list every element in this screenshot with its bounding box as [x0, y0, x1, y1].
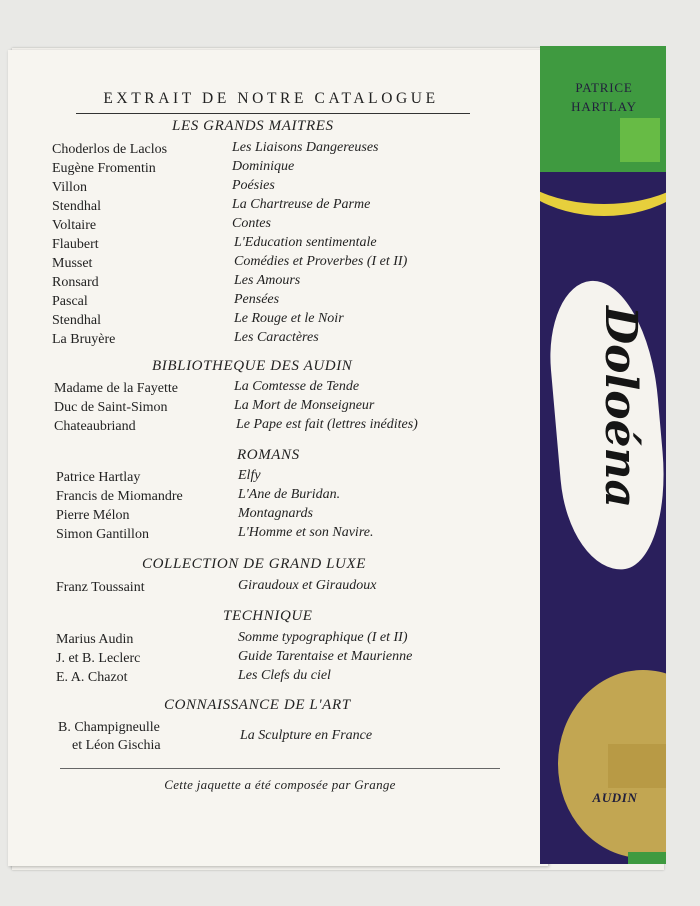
- entry-work: Montagnards: [238, 506, 313, 521]
- catalogue-title: EXTRAIT DE NOTRE CATALOGUE: [103, 90, 439, 107]
- title-underline: [76, 113, 470, 114]
- entry-work: La Mort de Monseigneur: [234, 398, 375, 413]
- entry-author: Pascal: [52, 294, 88, 309]
- spine-author-line2: HARTLAY: [571, 99, 637, 114]
- entry-author: Duc de Saint-Simon: [54, 400, 168, 415]
- entry-author-line2: et Léon Gischia: [72, 738, 161, 753]
- entry-work: Pensées: [234, 292, 280, 307]
- entry-author: Flaubert: [52, 237, 99, 252]
- entry-author: Stendhal: [52, 199, 101, 214]
- entry-author: Pierre Mélon: [56, 508, 130, 523]
- spine-gold-shade: [608, 744, 666, 788]
- entry-work: L'Ane de Buridan.: [238, 487, 341, 502]
- entry-author: Franz Toussaint: [56, 580, 145, 595]
- entry-work: Les Amours: [234, 273, 301, 288]
- section-heading-bibliotheque: BIBLIOTHEQUE DES AUDIN: [152, 358, 353, 374]
- section-heading-grand-luxe: COLLECTION DE GRAND LUXE: [142, 556, 367, 572]
- footer-credit: Cette jaquette a été composée par Grange: [164, 777, 396, 792]
- entry-work: Les Clefs du ciel: [238, 668, 331, 683]
- spine-author-line1: PATRICE: [575, 80, 633, 95]
- entry-author: Stendhal: [52, 313, 101, 328]
- spine-green-tab: [620, 118, 660, 162]
- entry-work: L'Homme et son Navire.: [238, 525, 374, 540]
- spine-title: [592, 296, 648, 556]
- entry-author: Voltaire: [52, 218, 97, 233]
- section-heading-romans: ROMANS: [237, 447, 300, 463]
- entry-author: Ronsard: [52, 275, 99, 290]
- entry-work: La Comtesse de Tende: [234, 379, 360, 394]
- entry-author: Madame de la Fayette: [54, 381, 179, 396]
- entry-work: Le Pape est fait (lettres inédites): [236, 417, 418, 432]
- entry-work: Poésies: [232, 178, 275, 193]
- section-heading-grands-maitres: LES GRANDS MAITRES: [172, 118, 334, 134]
- entry-author: Patrice Hartlay: [56, 470, 141, 485]
- entry-author: La Bruyère: [52, 332, 116, 347]
- section-heading-connaissance-art: CONNAISSANCE DE L'ART: [164, 697, 351, 713]
- entry-work: La Sculpture en France: [240, 728, 373, 743]
- spine-author: [552, 78, 656, 116]
- entry-work: Contes: [232, 216, 271, 231]
- entry-author: Choderlos de Laclos: [52, 142, 168, 157]
- entry-author: E. A. Chazot: [56, 670, 128, 685]
- entry-work: Guide Tarentaise et Maurienne: [238, 649, 413, 664]
- entry-author: Marius Audin: [56, 632, 134, 647]
- entry-work: Comédies et Proverbes (I et II): [234, 254, 408, 269]
- entry-work: Le Rouge et le Noir: [234, 311, 344, 326]
- entry-author: J. et B. Leclerc: [56, 651, 141, 666]
- entry-work: Elfy: [238, 468, 261, 483]
- spine-publisher: AUDIN: [592, 790, 638, 805]
- cover-spine: [540, 46, 666, 864]
- entry-work: Les Liaisons Dangereuses: [232, 140, 379, 155]
- spine-green-strip: [628, 852, 666, 864]
- entry-work: La Chartreuse de Parme: [232, 197, 371, 212]
- section-heading-technique: TECHNIQUE: [223, 608, 313, 624]
- entry-work: Les Caractères: [234, 330, 319, 345]
- entry-author: Francis de Miomandre: [56, 489, 183, 504]
- entry-author: Musset: [52, 256, 93, 271]
- entry-author: Eugène Fromentin: [52, 161, 156, 176]
- entry-author: B. Champigneulle: [58, 720, 160, 735]
- entry-work: Dominique: [232, 159, 295, 174]
- entry-work: L'Education sentimentale: [234, 235, 377, 250]
- entry-author: Chateaubriand: [54, 419, 136, 434]
- catalogue-panel: [8, 50, 548, 866]
- entry-author: Villon: [52, 180, 87, 195]
- footer-rule: [60, 768, 500, 769]
- spine-title-text: Doloéna: [595, 306, 646, 509]
- entry-author: Simon Gantillon: [56, 527, 149, 542]
- entry-work: Giraudoux et Giraudoux: [238, 578, 377, 593]
- entry-work: Somme typographique (I et II): [238, 630, 408, 645]
